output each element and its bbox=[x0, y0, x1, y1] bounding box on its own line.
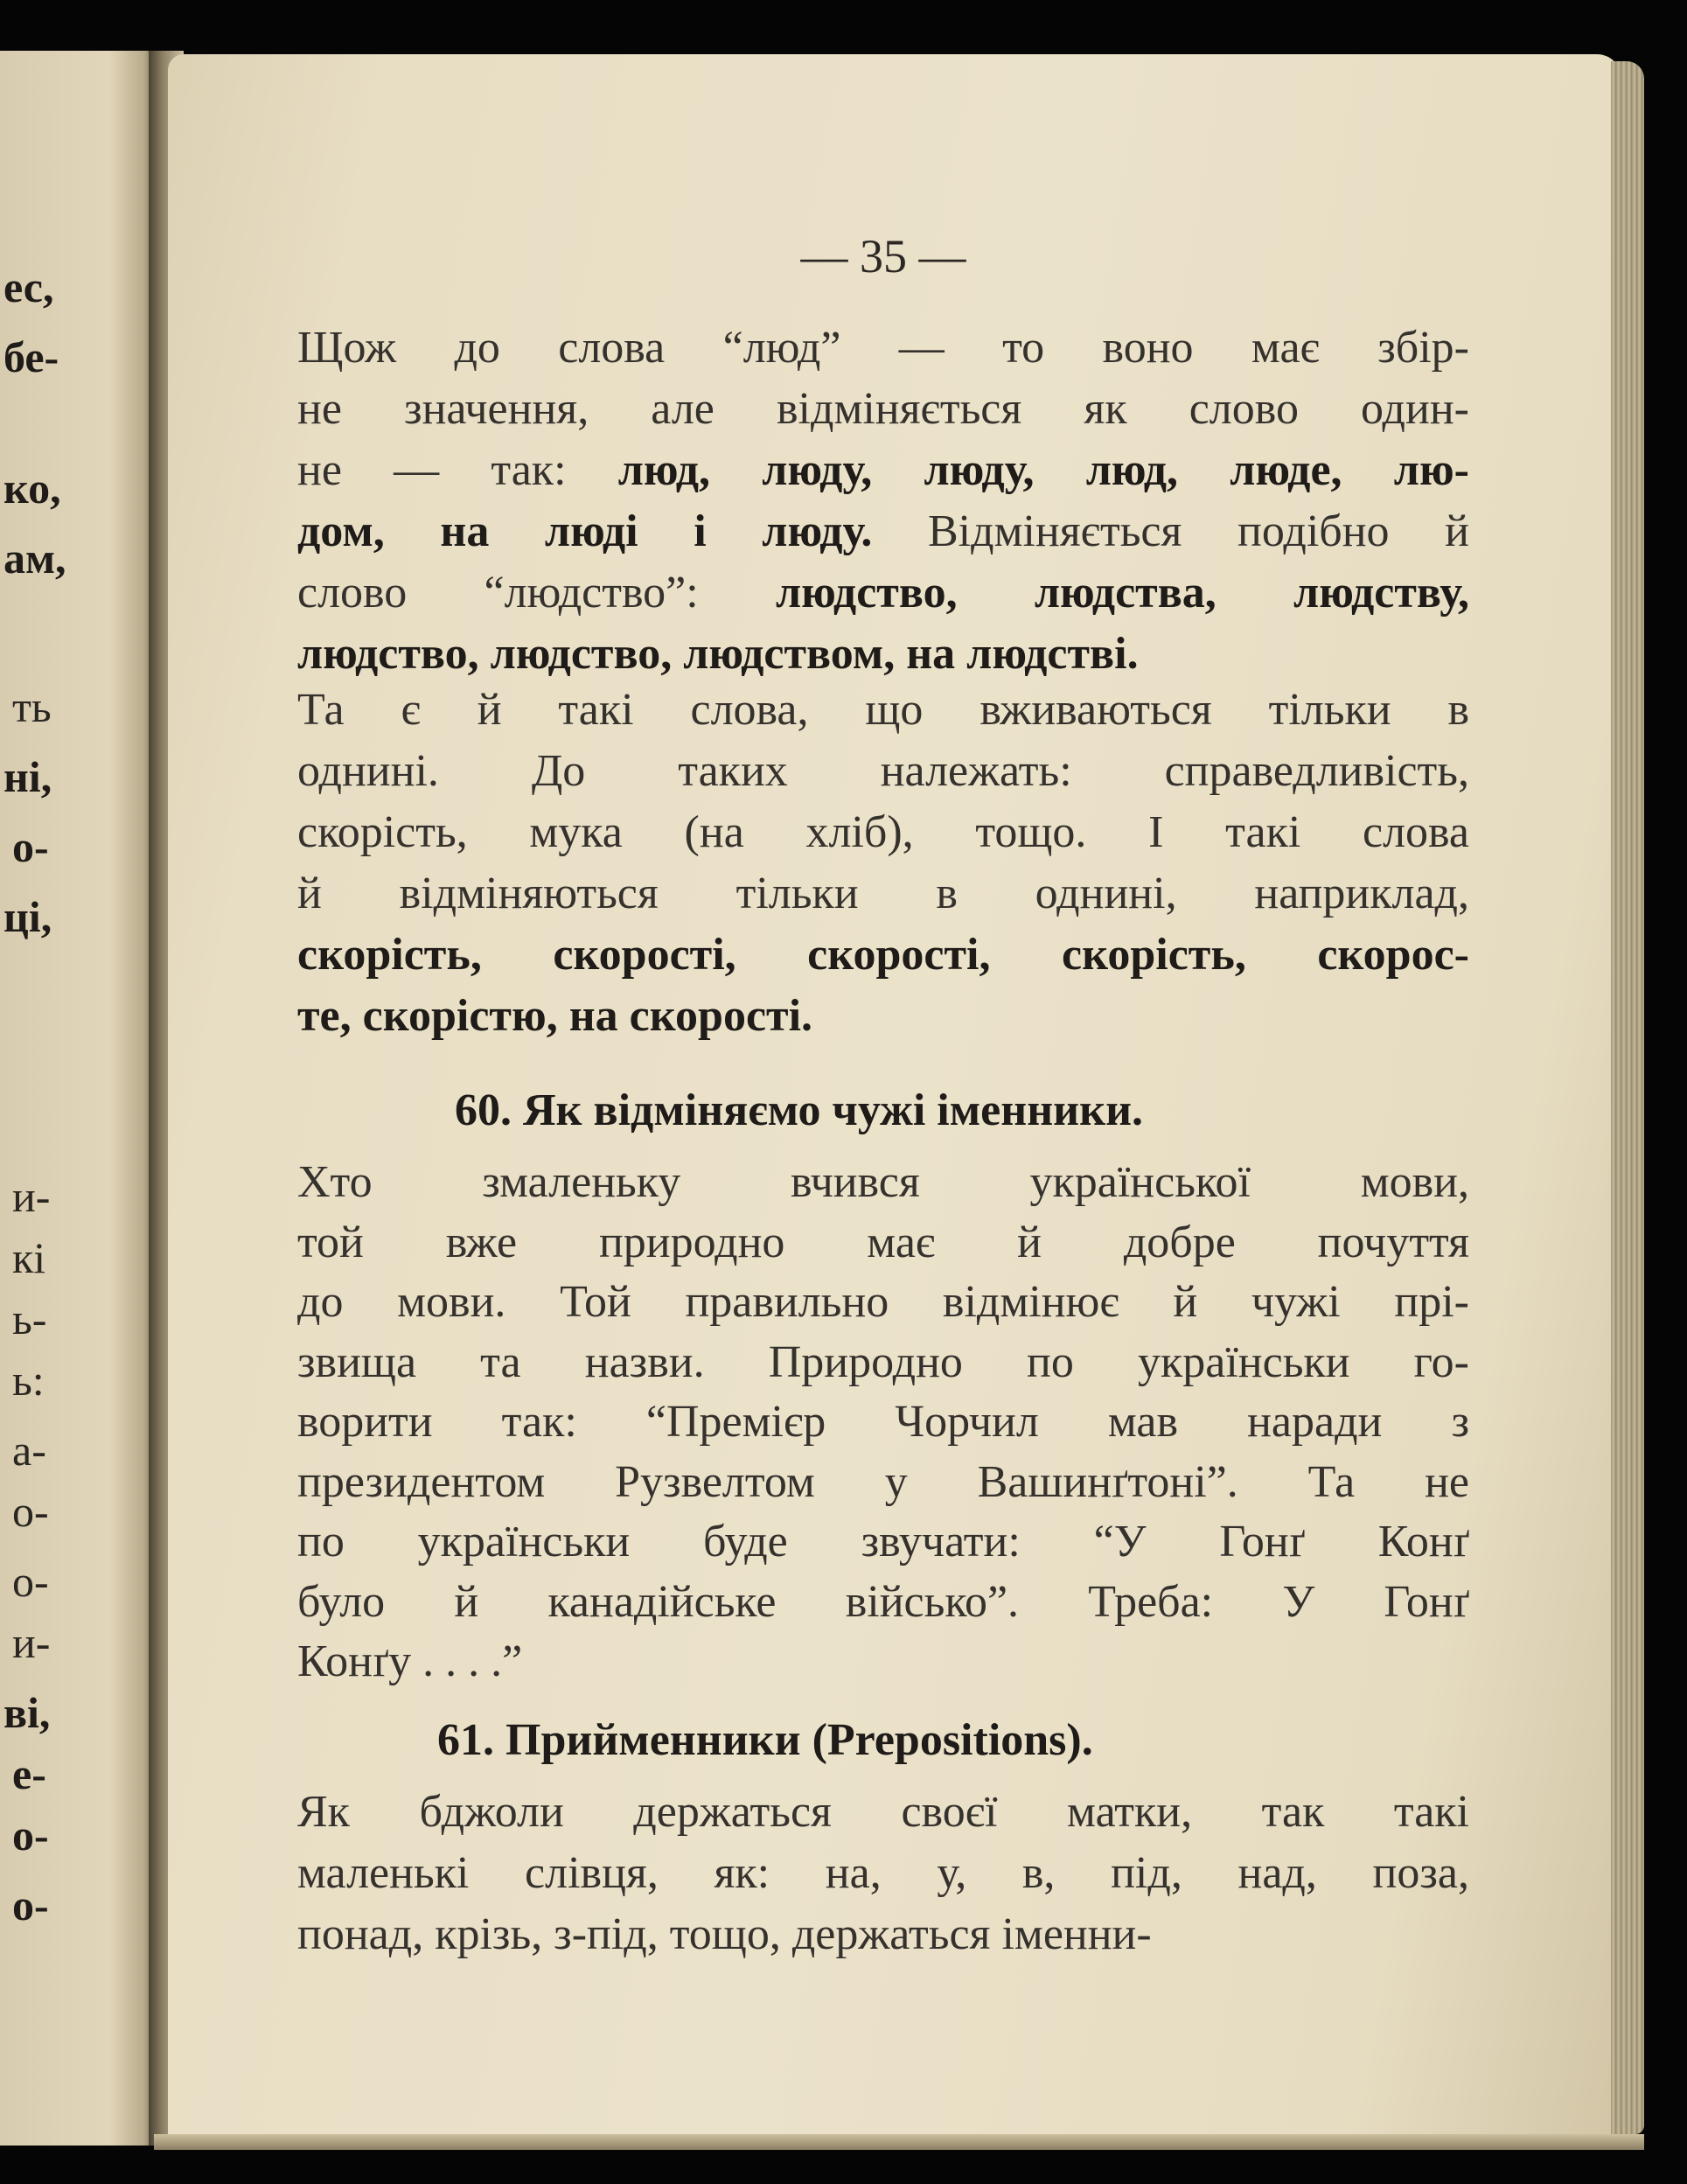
left-page-line: ь- bbox=[12, 1294, 47, 1343]
text-run: Хто змаленьку вчився української мови, bbox=[297, 1157, 1469, 1207]
text-run: ворити так: “Премієр Чорчил мав наради з bbox=[297, 1397, 1469, 1447]
text-run: маленькі слівця, як: на, у, в, під, над, поза, bbox=[297, 1848, 1469, 1898]
text-line bbox=[297, 1396, 1469, 1448]
text-run: Конґу . . . .” bbox=[297, 1636, 523, 1686]
page-bottom-edge bbox=[154, 2134, 1644, 2150]
text-line bbox=[297, 567, 1469, 619]
text-run: понад, крізь, з-під, тощо, держаться іменни- bbox=[297, 1909, 1152, 1959]
text-line bbox=[297, 628, 1469, 680]
left-page-line: и- bbox=[12, 1172, 51, 1221]
text-run: Як бджоли держаться своєї матки, так такі bbox=[297, 1787, 1469, 1837]
text-run: Щож до слова “люд” — то воно має збір- bbox=[297, 323, 1469, 373]
left-page-line: ес, bbox=[3, 262, 54, 311]
text-line bbox=[297, 745, 1469, 798]
left-page-fragment bbox=[0, 51, 156, 2146]
text-run: звища та назви. Природно по українськи го- bbox=[297, 1336, 1469, 1387]
text-line bbox=[297, 990, 1469, 1043]
text-run: до мови. Той правильно відмінює й чужі прі- bbox=[297, 1277, 1469, 1327]
bold-text: те, скорістю, на скорості. bbox=[297, 991, 813, 1041]
left-page-line: ть bbox=[12, 682, 52, 731]
text-run: скорість, мука (на хліб), тощо. І такі слова bbox=[297, 807, 1469, 857]
left-page-line: ві, bbox=[3, 1688, 51, 1737]
left-page-line: е- bbox=[12, 1749, 46, 1798]
text-line bbox=[297, 929, 1469, 981]
left-page-line: ні, bbox=[3, 752, 52, 801]
section-heading-61: 61. Прийменники (Prepositions). bbox=[437, 1715, 1093, 1765]
text-run: не — так: bbox=[297, 445, 618, 495]
text-line bbox=[297, 1336, 1469, 1389]
left-page-line: о- bbox=[12, 1487, 49, 1536]
bold-text: дом, на люді і люду. bbox=[297, 506, 873, 556]
text-line bbox=[297, 1908, 1469, 1961]
text-line bbox=[297, 444, 1469, 497]
page-number: — 35 — bbox=[800, 230, 966, 283]
text-run: Та є й такі слова, що вживаються тільки в bbox=[297, 685, 1469, 735]
text-run: було й канадійське військо”. Треба: У Гонґ bbox=[297, 1576, 1469, 1627]
left-page-line: и- bbox=[12, 1618, 51, 1667]
text-run: по українськи буде звучати: “У Гонґ Конґ bbox=[297, 1517, 1469, 1566]
page-stack-edge bbox=[1611, 61, 1644, 2134]
text-run: й відміняються тільки в однині, наприклад, bbox=[297, 869, 1469, 918]
text-run: однині. До таких належать: справедливість, bbox=[297, 746, 1469, 796]
left-page-line: ці, bbox=[3, 892, 52, 941]
text-line bbox=[297, 1217, 1469, 1269]
text-line bbox=[297, 1156, 1469, 1209]
text-line bbox=[297, 1847, 1469, 1900]
left-page-line: бе- bbox=[3, 332, 59, 381]
left-page-line: ам, bbox=[3, 534, 66, 583]
left-page-line: о- bbox=[12, 822, 49, 871]
left-page-line: ь: bbox=[12, 1356, 45, 1405]
bold-text: люд, люду, люду, люд, люде, лю- bbox=[617, 445, 1469, 495]
text-run: Відміняється подібно й bbox=[872, 506, 1470, 556]
text-line bbox=[297, 506, 1469, 558]
text-line bbox=[297, 1516, 1469, 1568]
section-heading-60: 60. Як відміняємо чужі іменники. bbox=[455, 1085, 1144, 1135]
text-line bbox=[297, 806, 1469, 859]
text-line bbox=[297, 383, 1469, 436]
text-line bbox=[297, 868, 1469, 920]
left-page-line: а- bbox=[12, 1426, 46, 1475]
left-page-line: ко, bbox=[3, 464, 61, 513]
left-page-line: о- bbox=[12, 1880, 49, 1929]
text-line bbox=[297, 1636, 1469, 1688]
text-line bbox=[297, 1456, 1469, 1509]
left-page-line: о- bbox=[12, 1811, 49, 1860]
text-line bbox=[297, 1576, 1469, 1629]
text-run: той вже природно має й добре почуття bbox=[297, 1217, 1469, 1267]
text-run: президентом Рузвелтом у Вашинґтоні”. Та не bbox=[297, 1456, 1469, 1507]
bold-text: скорість, скорості, скорості, скорість, скорос- bbox=[297, 930, 1469, 980]
text-line bbox=[297, 1786, 1469, 1839]
left-page-line: о- bbox=[12, 1557, 49, 1606]
text-run: слово “людство”: bbox=[297, 568, 776, 618]
bold-text: людство, людство, людством, на людстві. bbox=[297, 629, 1139, 679]
left-page-line: кі bbox=[12, 1233, 46, 1282]
bold-text: людство, людства, людству, bbox=[775, 568, 1469, 618]
text-line bbox=[297, 1276, 1469, 1329]
text-line bbox=[297, 322, 1469, 374]
text-run: не значення, але відміняється як слово один- bbox=[297, 384, 1469, 434]
text-line bbox=[297, 684, 1469, 736]
